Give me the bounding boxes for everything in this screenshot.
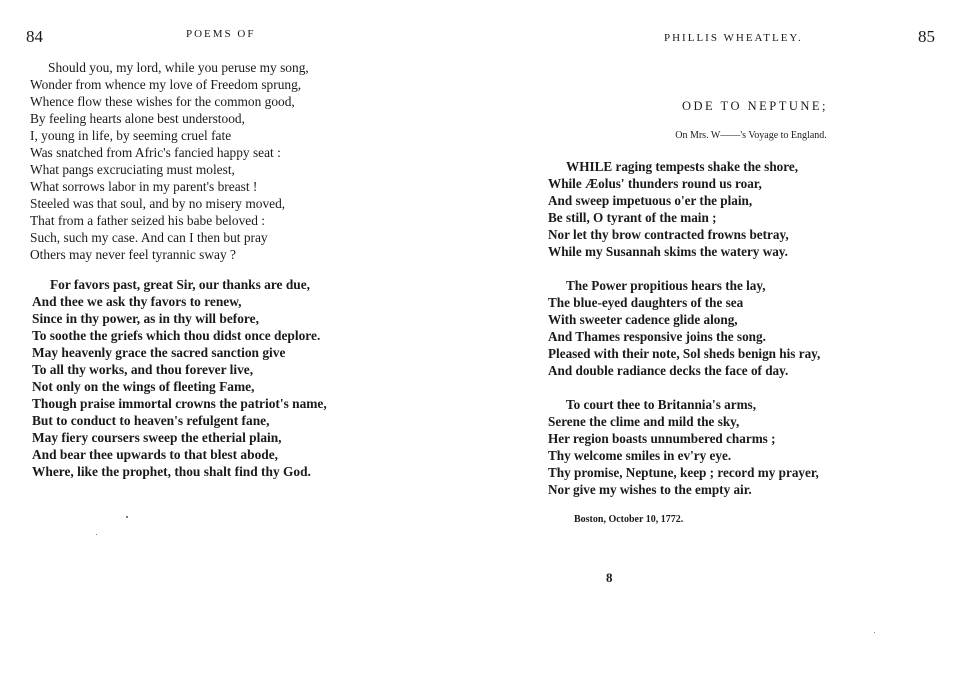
verse-line: Should you, my lord, while you peruse my song, [48, 60, 309, 75]
verse-line: Since in thy power, as in thy will before, [32, 311, 259, 326]
stanza [548, 277, 820, 379]
verse-line: Others may never feel tyrannic sway ? [30, 247, 236, 262]
print-speck [96, 534, 97, 535]
verse-line: Was snatched from Afric's fancied happy seat : [30, 145, 281, 160]
verse-line: And double radiance decks the face of day. [548, 363, 789, 378]
poem-title: ODE TO NEPTUNE; [681, 99, 829, 113]
verse-line: May fiery coursers sweep the etherial plain, [32, 430, 282, 445]
verse-line: May heavenly grace the sacred sanction give [32, 345, 286, 360]
verse-line: Thy promise, Neptune, keep ; record my prayer, [548, 465, 819, 480]
running-head: POEMS OF [186, 28, 256, 40]
verse-line: Thy welcome smiles in ev'ry eye. [548, 448, 732, 463]
verse-line: WHILE raging tempests shake the shore, [566, 159, 799, 174]
verse-line: Nor let thy brow contracted frowns betray, [548, 227, 789, 242]
verse-line: And sweep impetuous o'er the plain, [548, 193, 753, 208]
verse-line: Wonder from whence my love of Freedom sprung, [30, 77, 302, 92]
verse-line: For favors past, great Sir, our thanks are due, [50, 277, 311, 292]
verse-line: Pleased with their note, Sol sheds benign his ray, [548, 346, 821, 361]
verse-line: Nor give my wishes to the empty air. [548, 482, 752, 497]
stanza [548, 158, 798, 260]
print-speck [874, 632, 875, 633]
verse-line: While my Susannah skims the watery way. [548, 244, 788, 259]
verse-line: Not only on the wings of fleeting Fame, [32, 379, 255, 394]
verse-line: What pangs excruciating must molest, [30, 162, 235, 177]
verse-line: The Power propitious hears the lay, [566, 278, 766, 293]
verse-line: Whence flow these wishes for the common good, [30, 94, 295, 109]
poem-subtitle: On Mrs. W——'s Voyage to England. [675, 130, 827, 141]
signature-mark: 8 [606, 570, 613, 585]
verse-line: I, young in life, by seeming cruel fate [30, 128, 232, 143]
verse-line: But to conduct to heaven's refulgent fane, [32, 413, 270, 428]
verse-line: To court thee to Britannia's arms, [566, 397, 756, 412]
dateline: Boston, October 10, 1772. [574, 514, 684, 525]
running-head: PHILLIS WHEATLEY. [664, 32, 803, 44]
verse-line: And bear thee upwards to that blest abode, [32, 447, 279, 462]
verse-line: With sweeter cadence glide along, [548, 312, 738, 327]
verse-line: To soothe the griefs which thou didst once deplore. [32, 328, 321, 343]
stanza [548, 396, 819, 498]
page-number: 84 [26, 27, 43, 46]
verse-line: Though praise immortal crowns the patriot's name, [32, 396, 327, 411]
verse-line: To all thy works, and thou forever live, [32, 362, 254, 377]
verse-line: Where, like the prophet, thou shalt find thy God. [32, 464, 311, 479]
verse-line: Serene the clime and mild the sky, [548, 414, 740, 429]
verse-line: The blue-eyed daughters of the sea [548, 295, 744, 310]
stanza [30, 59, 309, 263]
print-speck [126, 516, 128, 518]
verse-line: Steeled was that soul, and by no misery moved, [30, 196, 286, 211]
verse-line: Such, such my case. And can I then but pray [30, 230, 268, 245]
verse-line: And Thames responsive joins the song. [548, 329, 766, 344]
verse-line: Her region boasts unnumbered charms ; [548, 431, 776, 446]
verse-line: What sorrows labor in my parent's breast ! [30, 179, 258, 194]
verse-line: And thee we ask thy favors to renew, [32, 294, 242, 309]
verse-line: That from a father seized his babe beloved : [30, 213, 265, 228]
verse-line: While Æolus' thunders round us roar, [548, 176, 762, 191]
verse-line: By feeling hearts alone best understood, [30, 111, 245, 126]
stanza [32, 276, 327, 480]
right-page [490, 0, 980, 674]
verse-line: Be still, O tyrant of the main ; [548, 210, 717, 225]
page-number: 85 [918, 27, 935, 46]
